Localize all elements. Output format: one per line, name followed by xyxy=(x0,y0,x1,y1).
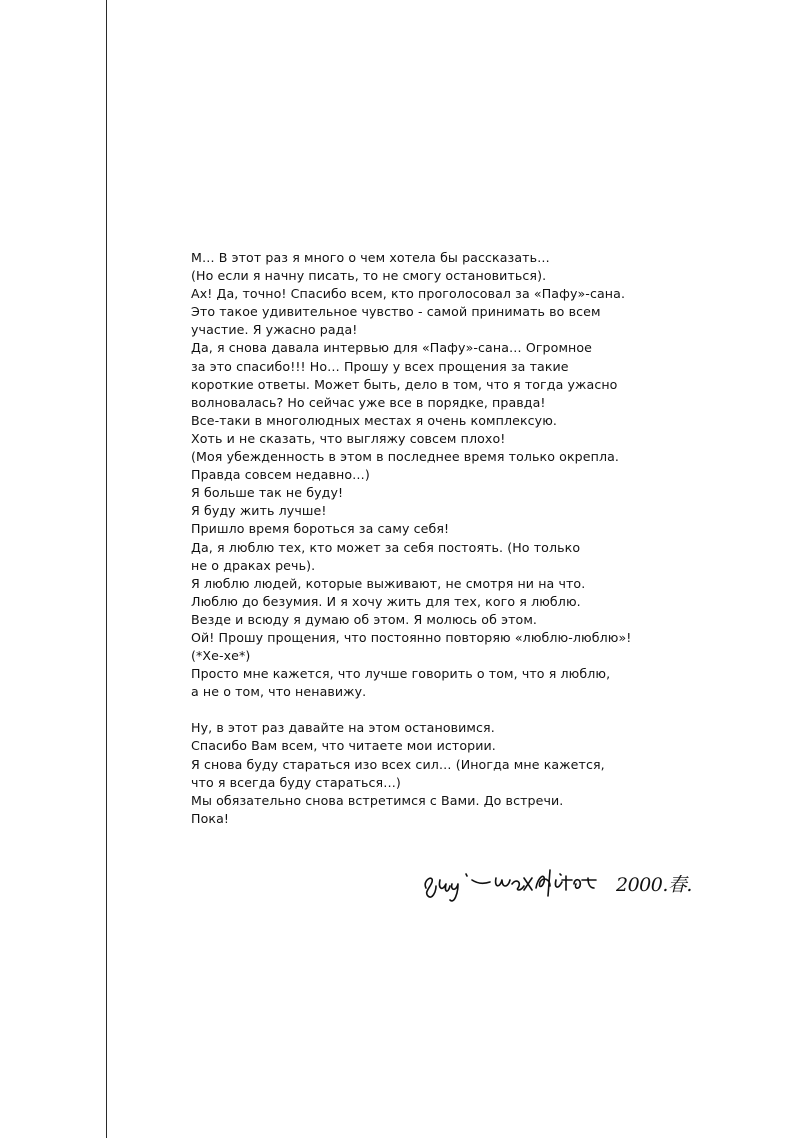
letter-line: Везде и всюду я думаю об этом. Я молюсь об этом. xyxy=(191,611,538,627)
letter-line: Все-таки в многолюдных местах я очень комплексую. xyxy=(191,412,558,428)
letter-line: Правда совсем недавно…) xyxy=(191,467,370,483)
letter-line: Да, я люблю тех, кто может за себя постоять. (Но только xyxy=(191,539,581,555)
letter-line: короткие ответы. Может быть, дело в том, что я тогда ужасно xyxy=(191,376,618,392)
letter-line: Я люблю людей, которые выживают, не смотря ни на что. xyxy=(191,575,586,591)
handwritten-signature-image xyxy=(420,858,620,908)
signature-date: 2000.春. xyxy=(616,874,692,896)
letter-line: за это спасибо!!! Но… Прошу у всех прощения за такие xyxy=(191,358,569,374)
letter-line: Ой! Прошу прощения, что постоянно повторяю «люблю-люблю»! xyxy=(191,629,632,645)
letter-line: Я снова буду стараться изо всех сил… (Иногда мне кажется, xyxy=(191,756,605,772)
letter-line: (Моя убежденность в этом в последнее время только окрепла. xyxy=(191,449,620,465)
letter-line: Люблю до безумия. И я хочу жить для тех, кого я люблю. xyxy=(191,593,581,609)
author-signature xyxy=(420,858,700,908)
letter-line: Это такое удивительное чувство - самой принимать во всем xyxy=(191,304,601,320)
letter-line: Пока! xyxy=(191,810,230,826)
letter-line: (*Хе-хе*) xyxy=(191,648,251,664)
letter-line: участие. Я ужасно рада! xyxy=(191,322,358,338)
letter-line: Пришло время бороться за саму себя! xyxy=(191,521,450,537)
letter-line: не о драках речь). xyxy=(191,557,316,573)
letter-line: Да, я снова давала интервью для «Пафу»-сана… Огромное xyxy=(191,340,593,356)
letter-body xyxy=(191,249,691,828)
letter-line: а не о том, что ненавижу. xyxy=(191,684,367,700)
paragraph-1 xyxy=(191,249,691,701)
letter-line: Я больше так не буду! xyxy=(191,485,344,501)
letter-line: Хоть и не сказать, что выгляжу совсем плохо! xyxy=(191,430,506,446)
letter-line: Спасибо Вам всем, что читаете мои истории. xyxy=(191,738,496,754)
letter-line: М… В этот раз я много о чем хотела бы рассказать… xyxy=(191,250,550,265)
letter-line: волновалась? Но сейчас уже все в порядке, правда! xyxy=(191,394,546,410)
letter-line: Ну, в этот раз давайте на этом остановимся. xyxy=(191,720,495,736)
paragraph-2 xyxy=(191,719,691,828)
letter-line: что я всегда буду стараться…) xyxy=(191,774,401,790)
page-gutter-line xyxy=(106,0,107,1138)
letter-line: (Но если я начну писать, то не смогу остановиться). xyxy=(191,268,547,284)
letter-line: Мы обязательно снова встретимся с Вами. До встречи. xyxy=(191,792,564,808)
paragraph-gap xyxy=(191,701,691,719)
letter-line: Я буду жить лучше! xyxy=(191,503,327,519)
letter-line: Просто мне кажется, что лучше говорить о том, что я люблю, xyxy=(191,666,611,682)
letter-line: Ах! Да, точно! Спасибо всем, кто проголосовал за «Пафу»-сана. xyxy=(191,286,626,302)
